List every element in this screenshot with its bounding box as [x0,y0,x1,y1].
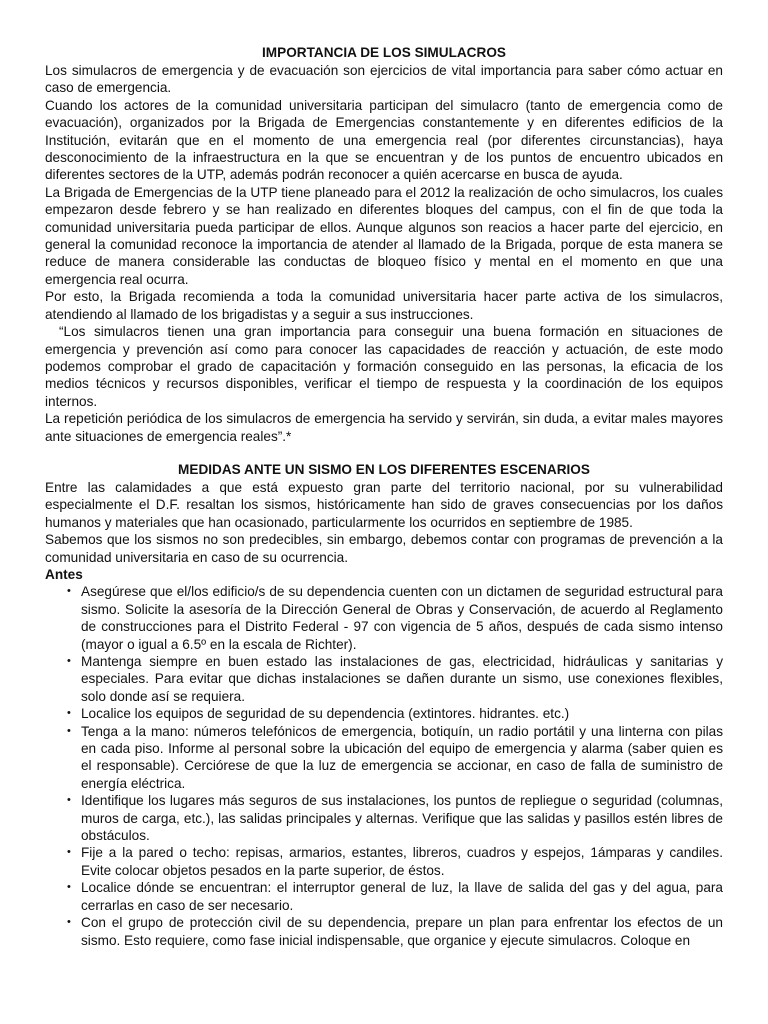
list-item [45,723,723,793]
paragraph: Por esto, la Brigada recomienda a toda la comunidad universitaria hacer parte activa de los simulacros, atendiendo al llamado de los brigadistas y a seguir a sus instrucciones. [45,289,723,322]
section-title-simulacros: IMPORTANCIA DE LOS SIMULACROS [262,45,506,60]
list-item [45,705,723,722]
bullet-icon: • [67,724,71,737]
list-item [45,879,723,914]
bullet-icon: • [67,916,71,929]
bullet-list [45,583,723,949]
list-item [45,914,723,949]
list-item [45,653,723,705]
bullet-icon: • [67,881,71,894]
list-item-text: Localice los equipos de seguridad de su dependencia (extintores. hidrantes. etc.) [81,706,570,722]
section-spacer [45,445,723,461]
list-item-text: Tenga a la mano: números telefónicos de emergencia, botiquín, un radio portátil y una linterna con pilas en cada piso. Informe al personal sobre la ubicación del equipo de emergencia y alarma (saber quien es el responsable). Cerciórese de que la luz de emergencia se accionar, en caso de falla de suministro de energía eléctrica. [81,723,723,791]
section-title-sismo: MEDIDAS ANTE UN SISMO EN LOS DIFERENTES ESCENARIOS [178,461,590,477]
bullet-icon: • [67,794,71,807]
bullet-icon: • [67,585,71,598]
list-item [45,844,723,879]
subheading-antes: Antes [45,566,83,582]
quote-paragraph: “Los simulacros tienen una gran importancia para conseguir una buena formación en situaciones de emergencia y prevención así como para conocer las capacidades de reacción y actuación, de este modo podemos comprobar el grado de capacitación y formación conseguido en las personas, la eficacia de los medios técnicos y recursos disponibles, verificar el tiempo de respuesta y la coordinación de los equipos internos. [45,324,723,409]
paragraph: La Brigada de Emergencias de la UTP tiene planeado para el 2012 la realización de ocho simulacros, los cuales empezaron desde febrero y se han realizado en diferentes bloques del campus, con el fin de que toda la comunidad universitaria pueda participar de ellos. Aunque algunos son reacios a hacer parte del ejercicio, en general la comunidad reconoce la importancia de atender al llamado de la Brigada, porque de esta manera se reduce de manera considerable las conductas de bloqueo físico y mental en el momento en que una emergencia real ocurra. [45,184,723,287]
list-item [45,792,723,844]
list-item-text: Identifique los lugares más seguros de sus instalaciones, los puntos de repliegue o seguridad (columnas, muros de carga, etc.), las salidas principales y alternas. Verifique que las salidas y pasillos estén libres de obstáculos. [81,793,723,844]
paragraph: Cuando los actores de la comunidad universitaria participan del simulacro (tanto de emergencia como de evacuación), organizados por la Brigada de Emergencias constantemente y en diferentes edificios de la Institución, evitarán que en el momento de una emergencia real (por diferentes circunstancias), haya desconocimiento de la infraestructura en la que se encuentran y de los puntos de encuentro ubicados en diferentes sectores de la UTP, además podrán reconocer a quién acercarse en busca de ayuda. [45,97,723,183]
paragraph: Los simulacros de emergencia y de evacuación son ejercicios de vital importancia para saber cómo actuar en caso de emergencia. [45,63,723,96]
list-item-text: Asegúrese que el/los edificio/s de su dependencia cuenten con un dictamen de seguridad estructural para sismo. Solicite la asesoría de la Dirección General de Obras y Conservación, de acuerdo al Reglamento de construcciones para el Distrito Federal - 97 con vigencia de 5 años, después de cada sismo intenso (mayor o igual a 6.5º en la escala de Richter). [81,584,723,652]
list-item-text: Fije a la pared o techo: repisas, armarios, estantes, libreros, cuadros y espejos, 1ámparas y candiles. Evite colocar objetos pesados en la parte superior, de éstos. [81,845,723,878]
bullet-icon: • [67,655,71,667]
paragraph: Entre las calamidades a que está expuesto gran parte del territorio nacional, por su vulnerabilidad especialmente el D.F. resaltan los sismos, históricamente han sido de graves consecuencias por los daños humanos y materiales que han ocasionado, particularmente los ocurridos en septiembre de 1985. [45,479,723,530]
paragraph: Sabemos que los sismos no son predecibles, sin embargo, debemos contar con programas de prevención a la comunidad universitaria en caso de su ocurrencia. [45,532,723,565]
list-item-text: Localice dónde se encuentran: el interruptor general de luz, la llave de salida del gas y del agua, para cerrarlas en caso de ser necesario. [81,880,723,913]
bullet-icon: • [67,707,71,720]
paragraph: La repetición periódica de los simulacros de emergencia ha servido y servirán, sin duda, a evitar males mayores ante situaciones de emergencia reales”.* [45,411,723,444]
list-item [45,583,723,653]
bullet-icon: • [67,846,71,859]
list-item-text: Con el grupo de protección civil de su dependencia, prepare un plan para enfrentar los efectos de un sismo. Esto requiere, como fase inicial indispensable, que organice y ejecute simulacros. Coloque en [81,915,723,948]
list-item-text: Mantenga siempre en buen estado las instalaciones de gas, electricidad, hidráulicas y sanitarias y especiales. Para evitar que dichas instalaciones se dañen durante un sismo, use conexiones flexibles, solo donde así se requiera. [81,654,723,704]
